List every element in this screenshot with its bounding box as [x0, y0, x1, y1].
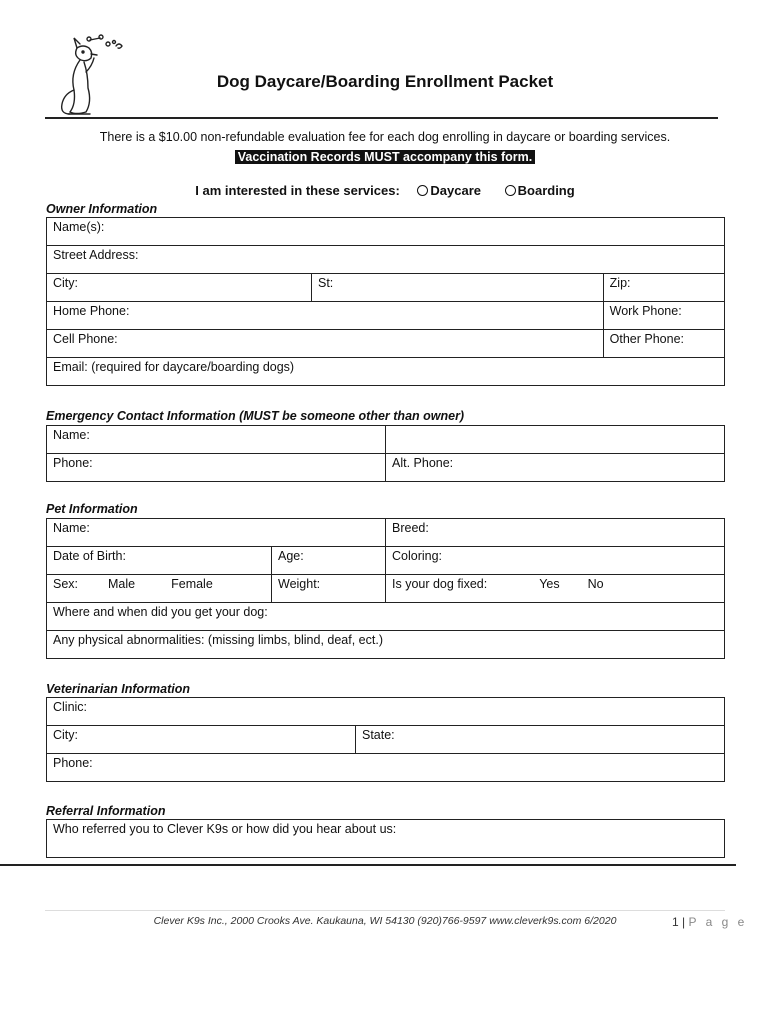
pet-origin-field[interactable]: Where and when did you get your dog:	[47, 603, 725, 631]
vet-section-title: Veterinarian Information	[46, 682, 191, 696]
referral-table	[46, 819, 725, 858]
emergency-section-title: Emergency Contact Information (MUST be someone other than owner)	[46, 409, 465, 423]
pet-fixed-label: Is your dog fixed:	[392, 577, 488, 591]
pet-section-title: Pet Information	[46, 502, 138, 516]
pet-breed-field[interactable]: Breed:	[386, 519, 725, 547]
pet-fixed-field[interactable]	[386, 575, 725, 603]
vet-phone-field[interactable]: Phone:	[47, 754, 725, 782]
emergency-name-extra-field[interactable]	[386, 426, 725, 454]
daycare-label: Daycare	[430, 183, 482, 198]
owner-other-phone-field[interactable]: Other Phone:	[603, 330, 724, 358]
owner-street-field[interactable]: Street Address:	[47, 246, 725, 274]
daycare-radio-icon[interactable]	[417, 185, 428, 196]
pet-table	[46, 518, 725, 659]
referral-field[interactable]: Who referred you to Clever K9s or how did you hear about us:	[47, 820, 725, 858]
services-row	[0, 183, 770, 198]
owner-zip-field[interactable]: Zip:	[603, 274, 724, 302]
pet-abnormalities-field[interactable]: Any physical abnormalities: (missing limbs, blind, deaf, ect.)	[47, 631, 725, 659]
pet-name-field[interactable]: Name:	[47, 519, 386, 547]
page-title: Dog Daycare/Boarding Enrollment Packet	[216, 72, 554, 91]
footer-address: Clever K9s Inc., 2000 Crooks Ave. Kaukauna, WI 54130 (920)766-9597 www.cleverk9s.com 6/2020	[153, 915, 617, 927]
owner-city-field[interactable]: City:	[47, 274, 312, 302]
owner-table	[46, 217, 725, 386]
owner-work-phone-field[interactable]: Work Phone:	[603, 302, 724, 330]
vet-table	[46, 697, 725, 782]
pet-fixed-no-option[interactable]: No	[587, 577, 604, 591]
vet-clinic-field[interactable]: Clinic:	[47, 698, 725, 726]
pet-age-field[interactable]: Age:	[272, 547, 386, 575]
owner-home-phone-field[interactable]: Home Phone:	[47, 302, 604, 330]
vet-state-field[interactable]: State:	[356, 726, 725, 754]
pet-sex-male-option[interactable]: Male	[108, 577, 136, 591]
vaccination-note-text: Vaccination Records MUST accompany this form.	[235, 150, 536, 164]
boarding-radio-icon[interactable]	[505, 185, 516, 196]
pet-weight-field[interactable]: Weight:	[272, 575, 386, 603]
vet-city-field[interactable]: City:	[47, 726, 356, 754]
boarding-label: Boarding	[517, 183, 575, 198]
referral-section-title: Referral Information	[46, 804, 166, 818]
footer-divider	[45, 910, 725, 911]
pet-coloring-field[interactable]: Coloring:	[386, 547, 725, 575]
emergency-alt-phone-field[interactable]: Alt. Phone:	[386, 454, 725, 482]
pet-dob-field[interactable]: Date of Birth:	[47, 547, 272, 575]
owner-state-field[interactable]: St:	[312, 274, 604, 302]
owner-email-field[interactable]: Email: (required for daycare/boarding dogs)	[47, 358, 725, 386]
pet-sex-field[interactable]	[47, 575, 272, 603]
fee-note: There is a $10.00 non-refundable evaluation fee for each dog enrolling in daycare or boarding services.	[99, 130, 671, 144]
owner-section-title: Owner Information	[46, 202, 158, 216]
emergency-table	[46, 425, 725, 482]
daycare-option[interactable]	[417, 183, 481, 198]
page-number-value: 1	[672, 915, 679, 929]
owner-names-field[interactable]: Name(s):	[47, 218, 725, 246]
pet-sex-female-option[interactable]: Female	[171, 577, 213, 591]
boarding-option[interactable]	[505, 183, 575, 198]
emergency-name-field[interactable]: Name:	[47, 426, 386, 454]
page-number: 1 | P a g e	[672, 915, 748, 929]
title-divider	[45, 117, 718, 119]
bottom-divider	[0, 864, 736, 866]
pet-fixed-yes-option[interactable]: Yes	[539, 577, 560, 591]
vaccination-note	[0, 148, 770, 166]
services-prompt: I am interested in these services:	[195, 183, 400, 198]
emergency-phone-field[interactable]: Phone:	[47, 454, 386, 482]
pet-sex-label: Sex:	[53, 577, 79, 591]
owner-cell-phone-field[interactable]: Cell Phone:	[47, 330, 604, 358]
page-label: P a g e	[688, 915, 748, 929]
